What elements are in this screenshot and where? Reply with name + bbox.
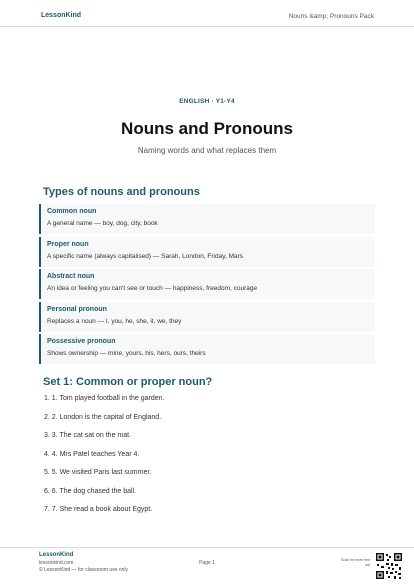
subject-tag: ENGLISH · Y1-Y4 bbox=[179, 98, 235, 105]
page-header bbox=[0, 0, 414, 27]
question-item: 7. 7. She read a book about Egypt. bbox=[44, 506, 153, 513]
footer-scan-text: Scan for more free ast bbox=[341, 558, 370, 567]
definition-card bbox=[39, 237, 375, 267]
definition-term: Personal pronoun bbox=[47, 305, 107, 313]
page-subtitle: Naming words and what replaces them bbox=[137, 146, 277, 155]
definitions-list bbox=[39, 204, 375, 367]
qr-code-icon bbox=[375, 552, 403, 580]
definition-text: A specific name (always capitalised) — Sarah, London, Friday, Mars bbox=[47, 252, 244, 260]
question-item: 1. 1. Tom played football in the garden. bbox=[44, 395, 165, 402]
footer-site: lessonkind.com bbox=[39, 560, 74, 566]
definition-term: Abstract noun bbox=[47, 273, 95, 280]
definition-text: Shows ownership — mine, yours, his, hers, ours, theirs bbox=[47, 350, 206, 357]
definition-term: Proper noun bbox=[47, 240, 89, 248]
definition-text: An idea or feeling you can't see or touch — happiness, freedom, courage bbox=[47, 285, 258, 292]
question-list bbox=[44, 390, 374, 520]
definition-text: A general name — boy, dog, city, book bbox=[47, 220, 158, 227]
question-item: 2. 2. London is the capital of England. bbox=[44, 413, 162, 421]
definition-text: Replaces a noun — I, you, he, she, it, we, they bbox=[47, 317, 182, 325]
question-item: 4. 4. Mrs Patel teaches Year 4. bbox=[44, 450, 140, 458]
page-title: Nouns and Pronouns bbox=[121, 119, 293, 138]
question-item: 5. 5. We visited Paris last summer. bbox=[44, 469, 152, 476]
definition-card bbox=[39, 204, 375, 234]
definition-card bbox=[39, 269, 375, 299]
footer-brand: LessonKind bbox=[39, 552, 74, 558]
page-footer bbox=[0, 547, 414, 585]
question-item: 3. 3. The cat sat on the mat. bbox=[44, 432, 132, 439]
question-item: 6. 6. The dog chased the ball. bbox=[44, 487, 137, 495]
definition-term: Common noun bbox=[47, 208, 97, 215]
types-section-heading: Types of nouns and pronouns bbox=[43, 186, 200, 198]
header-brand: LessonKind bbox=[41, 12, 82, 19]
footer-page-number: Page 1 bbox=[199, 560, 215, 566]
definition-card bbox=[39, 334, 375, 364]
header-pack-title: Nouns &amp; Pronouns Pack bbox=[288, 13, 374, 20]
definition-term: Possessive pronoun bbox=[47, 338, 116, 345]
definition-card bbox=[39, 302, 375, 332]
footer-copyright: © LessonKind — for classroom use only bbox=[39, 567, 129, 573]
set1-heading: Set 1: Common or proper noun? bbox=[43, 376, 213, 388]
